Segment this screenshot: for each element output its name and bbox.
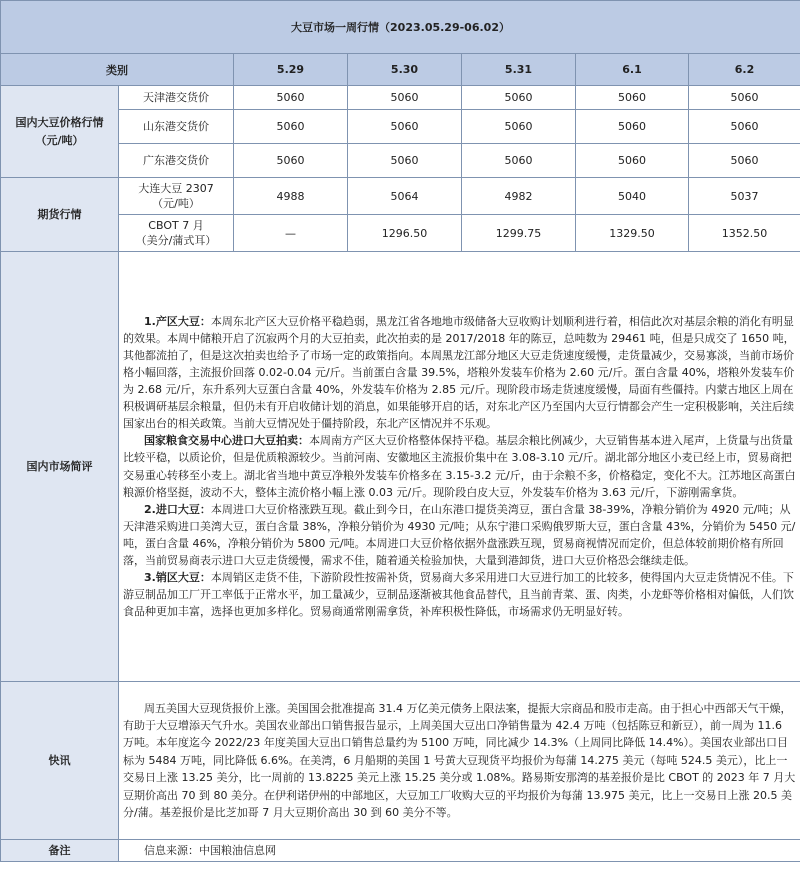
price-cell: 5060: [234, 144, 348, 178]
commentary-paragraph: [123, 313, 796, 433]
report-title: 大豆市场一周行情（2023.05.29-06.02）: [1, 1, 800, 54]
date-header: 6.2: [689, 54, 800, 86]
commentary-paragraph: [123, 569, 796, 620]
contract-name-line: CBOT 7 月: [148, 219, 204, 232]
futures-label: 期货行情: [1, 178, 119, 252]
price-cell: 5060: [689, 86, 800, 110]
news-row: [1, 682, 800, 840]
price-row-guangdong: [1, 144, 800, 178]
domestic-price-label: 国内大豆价格行情（元/吨）: [1, 86, 119, 178]
news-label: 快讯: [1, 682, 119, 840]
commentary-paragraph: [123, 432, 796, 500]
futures-cell: —: [234, 215, 348, 252]
date-header: 5.30: [348, 54, 462, 86]
price-row-shandong: [1, 110, 800, 144]
futures-row-cbot: [1, 215, 800, 252]
futures-cell: 1352.50: [689, 215, 800, 252]
contract-unit: （元/吨）: [152, 197, 200, 210]
price-cell: 5060: [576, 110, 689, 144]
price-cell: 5060: [576, 144, 689, 178]
port-name: 天津港交货价: [119, 86, 234, 110]
futures-cell: 4982: [462, 178, 576, 215]
remarks-label: 备注: [1, 840, 119, 862]
section-body: 本周南方产区大豆价格整体保持平稳。基层余粮比例减少，大豆销售基本进入尾声，上货量与出货量比较平稳，以质论价，但是优质粮源较少。当前河南、安徽地区主流报价集中在 3.08-3.10 元/斤。湖北部分地区小麦已经上市，贸易商把交易重心转移至小麦上。湖北省当地中黄豆净粮外发装车价格多在 3.15-3.2 元/斤，由于余粮不多，价格稳定，变化不大。江苏地区高蛋白粮源价格坚挺，波动不大，整体主流价格小幅上涨 0.03 元/斤。现阶段白皮大豆，外发装车价格为 3.63 元/斤，下游刚需拿货。: [123, 434, 796, 499]
news-text: [119, 682, 800, 840]
price-cell: 5060: [462, 110, 576, 144]
commentary-label: 国内市场简评: [1, 252, 119, 682]
price-cell: 5060: [462, 86, 576, 110]
futures-cell: 5040: [576, 178, 689, 215]
price-row-tianjin: [1, 86, 800, 110]
news-paragraph: 周五美国大豆现货报价上涨。美国国会批准提高 31.4 万亿美元债务上限法案，提振大宗商品和股市走高。由于担心中西部天气干燥，有助于大豆增添天气升水。美国农业部出口销售报告显示，上周美国大豆出口净销售量为 42.4 万吨（包括陈豆和新豆），前一周为 11.6 万吨。本年度迄今 2022/23 年度美国大豆出口销售总量约为 5100 万吨，同比减少 14.3%（上周同比降低 14.4%）。美国农业部出口目标为 5484 万吨，同比降低 6.6%。在美湾，6 月船期的美国 1 号黄大豆现货平均报价为每蒲 14.275 美元（每吨 524.5 美元），比上一交易日上涨 13.25 美分，比一周前的 13.8225 美元上涨 15.25 美分或 1.08%。路易斯安那湾的基差报价是比 CBOT 的 2023 年 7 月大豆期价高出 70 到 80 美分。在伊利诺伊州的中部地区，大豆加工厂收购大豆的平均报价为每蒲 13.975 美元，比上一交易日上涨 20.5 美分/蒲。基差报价是比芝加哥 7 月大豆期价高出 30 到 60 美分不等。: [123, 701, 796, 820]
price-cell: 5060: [462, 144, 576, 178]
price-cell: 5060: [234, 86, 348, 110]
section-heading: 3.销区大豆：: [144, 571, 211, 585]
category-header: 类别: [1, 54, 234, 86]
price-cell: 5060: [689, 144, 800, 178]
contract-name: [119, 178, 234, 215]
futures-cell: 1299.75: [462, 215, 576, 252]
remarks-row: [1, 840, 800, 862]
section-heading: 1.产区大豆：: [144, 314, 211, 328]
price-cell: 5060: [689, 110, 800, 144]
price-cell: 5060: [348, 86, 462, 110]
contract-unit: （美分/蒲式耳）: [135, 234, 217, 247]
date-header: 6.1: [576, 54, 689, 86]
futures-cell: 1296.50: [348, 215, 462, 252]
price-cell: 5060: [234, 110, 348, 144]
section-heading: 2.进口大豆：: [144, 502, 211, 516]
section-heading: 国家粮食交易中心进口大豆拍卖：: [144, 434, 309, 448]
date-header: 5.29: [234, 54, 348, 86]
futures-cell: 5064: [348, 178, 462, 215]
section-body: 本周销区走货不佳，下游阶段性按需补货，贸易商大多采用进口大豆进行加工的比较多，使得国内大豆走货情况不佳。下游豆制品加工厂开工率低于正常水平，加工量减少，豆制品逐渐被其他食品替代，且当前青菜、蛋、肉类，小龙虾等价格相对偏低，人们饮食品种更加丰富，选择也更加多样化。贸易商通常刚需拿货，补库积极性降低，市场需求仍无明显好转。: [123, 571, 794, 619]
price-cell: 5060: [348, 110, 462, 144]
contract-name: [119, 215, 234, 252]
futures-cell: 4988: [234, 178, 348, 215]
date-header: 5.31: [462, 54, 576, 86]
price-cell: 5060: [576, 86, 689, 110]
futures-cell: 1329.50: [576, 215, 689, 252]
futures-cell: 5037: [689, 178, 800, 215]
futures-row-dalian: [1, 178, 800, 215]
port-name: 广东港交货价: [119, 144, 234, 178]
port-name: 山东港交货价: [119, 110, 234, 144]
section-body: 本周东北产区大豆价格平稳趋弱，黑龙江省各地地市级储备大豆收购计划顺利进行着，相信此次对基层余粮的消化有明显的效果。本周中储粮开启了沉寂两个月的大豆拍卖，此次拍卖的是 2017/2018 年的陈豆，总吨数为 29461 吨，但是只成交了 1650 吨，其他都流拍了，但是这次拍卖也给予了市场一定的政策指向。本周黑龙江部分地区大豆走货速度缓慢，走货量减少，交易寡淡，当前市场价格小幅回落，主流报价回落 0.02-0.04 元/斤。当前蛋白含量 39.5%，塔粮外发装车价格为 2.60 元/斤。蛋白含量 40%，塔粮外发装车价为 2.68 元/斤，东升系列大豆蛋白含量 40%，外发装车价格为 2.85 元/斤。现阶段市场走货速度缓慢，局面有些僵持。内蒙古地区上周在积极调研基层余粮量，但仍未有开启收储计划的消息，如果能够开启的话，对东北产区乃至国内大豆行情都会产生一定积极影响，关注后续国家出台的相关政策。当前大豆情况处于僵持阶段，东北产区情况并不乐观。: [123, 314, 795, 431]
remarks-text: 信息来源：中国粮油信息网: [119, 840, 800, 862]
commentary-row: [1, 252, 800, 682]
section-body: 本周进口大豆价格涨跌互现。截止到今日，在山东港口提货美湾豆，蛋白含量 38-39%，净粮分销价为 4920 元/吨；从天津港采购进口美湾大豆，蛋白含量 38%，净粮分销价为 4930 元/吨；从东宁港口采购俄罗斯大豆，蛋白含量 43%，分销价为 5450 元/吨，蛋白含量 46%，净粮分销价为 5800 元/吨。本周进口大豆价格依据外盘涨跌互现，贸易商视情况而定价，但总体较前期价格有所回落，当前贸易商表示进口大豆走货缓慢，需求不佳，随着通关检验加快，大量到港卸货，进口大豆价格恐会继续走低。: [123, 502, 796, 567]
price-cell: 5060: [348, 144, 462, 178]
contract-name-line: 大连大豆 2307: [138, 182, 214, 195]
commentary-paragraph: [123, 501, 796, 569]
commentary-text: [119, 252, 800, 682]
